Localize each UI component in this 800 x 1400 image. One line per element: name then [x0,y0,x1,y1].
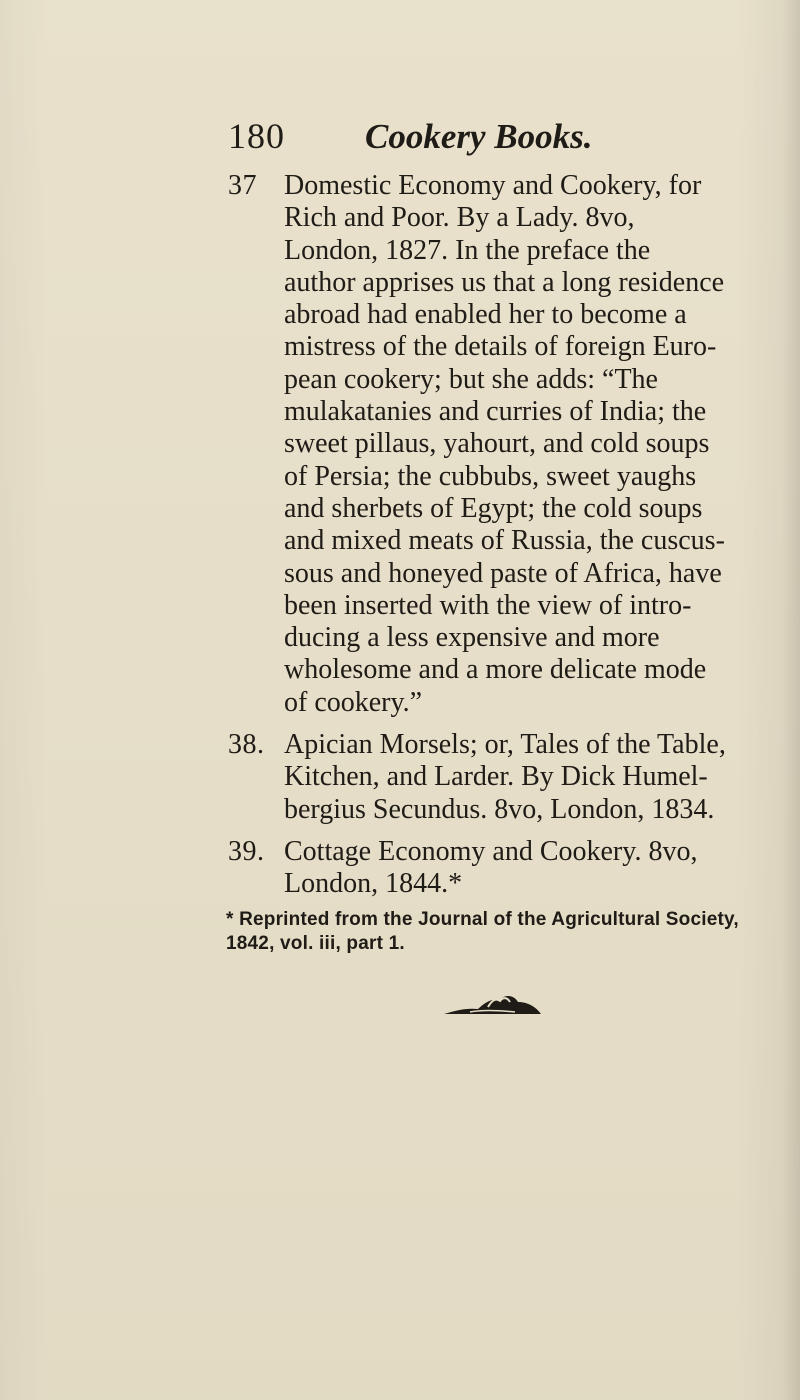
entry-line: Rich and Poor. By a Lady. 8vo, [284,202,635,234]
entry-line: Kitchen, and Larder. By Dick Humel- [284,761,708,793]
entry-line: bergius Secundus. 8vo, London, 1834. [284,793,715,825]
entry-line: mistress of the details of foreign Euro- [284,331,717,363]
entry-number: 38. [228,729,265,761]
entry-text [284,836,799,901]
footnote-line: 1842, vol. iii, part 1. [226,933,405,954]
entry-line: and sherbets of Egypt; the cold soups [284,492,703,524]
page-edge-shadow [782,0,800,1400]
entry-line: London, 1827. In the preface the [284,234,651,266]
page-header [228,118,748,168]
entry-37 [228,170,788,719]
entry-line: author apprises us that a long residence [284,266,725,298]
page-number: 180 [228,116,285,156]
entry-line: been inserted with the view of intro- [284,589,692,621]
entry-number: 39. [228,835,265,867]
entry-line: of Persia; the cubbubs, sweet yaughs [284,460,697,492]
entry-text [284,729,799,826]
entry-38 [228,729,788,826]
entry-line: pean cookery; but she adds: “The [284,363,658,395]
printer-ornament-icon [440,990,545,1018]
entry-line: Domestic Economy and Cookery, for [284,170,702,201]
entry-line: of cookery.” [284,686,423,718]
entry-line: ducing a less expensive and more [284,622,660,654]
entry-line: abroad had enabled her to become a [284,299,687,331]
entry-line: wholesome and a more delicate mode [284,654,707,686]
footnote-line: * Reprinted from the Journal of the Agricultural Society, [226,909,739,930]
entry-line: London, 1844.* [284,868,463,900]
entry-number: 37 [228,170,257,201]
entry-39 [228,836,788,901]
bibliography-entries [228,170,788,911]
running-title: Cookery Books. [365,117,593,156]
entry-line: and mixed meats of Russia, the cuscus- [284,525,725,557]
entry-line: Cottage Economy and Cookery. 8vo, [284,835,698,867]
entry-line: Apician Morsels; or, Tales of the Table, [284,729,726,761]
entry-text [284,170,799,719]
entry-line: mulakatanies and curries of India; the [284,396,707,428]
entry-line: sweet pillaus, yahourt, and cold soups [284,428,710,460]
footnote [226,908,786,956]
entry-line: sous and honeyed paste of Africa, have [284,557,722,589]
